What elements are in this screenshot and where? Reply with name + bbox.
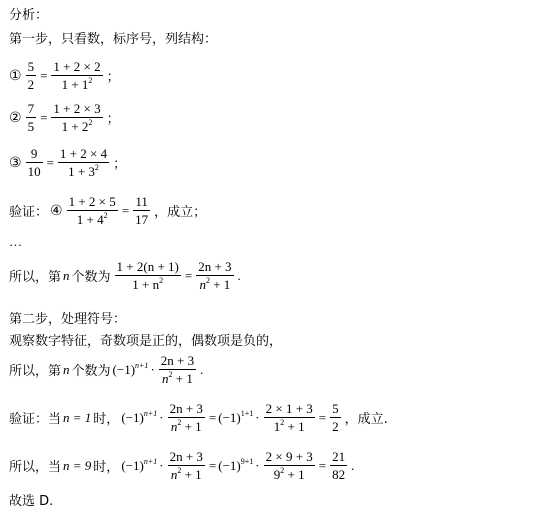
verify3-frac: $\frac{2n + 3}{n^2 + 1}$ [169,449,203,482]
marker-3: ③ [9,154,22,171]
ellipsis: … [9,234,22,249]
verify2-result: $\frac{5}{2}$ [332,401,339,434]
verify-n9: 所以，当 n = 9 时， $(-1)^{n+1}$ · $\frac{2n + 3}{n^2 + 1}$ = $(-1)^{9+1}$ · $\frac{2 \times 9 + 3}{9^2 + 1}$ = $\frac{21}{82}$ . [9,449,355,482]
marker-4: ④ [50,202,63,219]
verify3-result: $\frac{21}{82}$ [332,449,346,482]
analysis-heading: 分析： [9,8,49,23]
answer: 故选 D. [9,494,54,509]
item3-rhs: $\frac{1 + 2 \times 4}{1 + 3^2}$ [59,146,108,179]
general1-frac-1: $\frac{1 + 2(n + 1)}{1 + n^2}$ [116,259,179,292]
item-3: ③ $\frac{9}{10}$ = $\frac{1 + 2 \times 4}{1 + 3^2}$ ； [9,146,127,179]
marker-1: ① [9,67,22,84]
verify1-lhs: $\frac{1 + 2 \times 5}{1 + 4^2}$ [68,194,116,227]
general-term-2: 所以，第 n 个数为 $(-1)^{n+1}$ · $\frac{2n + 3}{n^2 + 1}$ . [9,353,204,386]
general-term-1: 所以，第 n 个数为 $\frac{1 + 2(n + 1)}{1 + n^2}$ = $\frac{2n + 3}{n^2 + 1}$ . [9,259,241,292]
item-1: ① $\frac{5}{2}$ = $\frac{1 + 2 \times 2}{1 + 1^2}$ ； [9,59,120,92]
marker-2: ② [9,109,22,126]
item2-rhs: $\frac{1 + 2 \times 3}{1 + 2^2}$ [53,101,101,134]
verify3-sub-frac: $\frac{2 \times 9 + 3}{9^2 + 1}$ [265,449,313,482]
verify-item-4: 验证： ④ $\frac{1 + 2 \times 5}{1 + 4^2}$ = $\frac{11}{17}$ ，成立； [9,194,207,227]
step2-title: 第二步，处理符号： [9,312,127,327]
verify2-frac: $\frac{2n + 3}{n^2 + 1}$ [169,401,203,434]
item3-lhs: $\frac{9}{10}$ [27,146,41,179]
general1-frac-2: $\frac{2n + 3}{n^2 + 1}$ [198,259,232,292]
general2-frac: $\frac{2n + 3}{n^2 + 1}$ [160,353,195,386]
verify-n1: 验证：当 n = 1 时， $(-1)^{n+1}$ · $\frac{2n + 3}{n^2 + 1}$ = $(-1)^{1+1}$ · $\frac{2 \times 1 + 3}{1^2 + 1}$ = $\frac{5}{2}$ ，成立. [9,401,388,434]
verify2-sub-frac: $\frac{2 \times 1 + 3}{1^2 + 1}$ [265,401,313,434]
item1-rhs: $\frac{1 + 2 \times 2}{1 + 1^2}$ [53,59,101,92]
item1-lhs: $\frac{5}{2}$ [27,59,35,92]
item-2: ② $\frac{7}{5}$ = $\frac{1 + 2 \times 3}{1 + 2^2}$ ； [9,101,120,134]
observation: 观察数字特征，奇数项是正的，偶数项是负的， [9,334,283,349]
step1-title: 第一步，只看数，标序号，列结构： [9,32,218,47]
item2-lhs: $\frac{7}{5}$ [27,101,35,134]
verify1-rhs: $\frac{11}{17}$ [135,194,149,227]
